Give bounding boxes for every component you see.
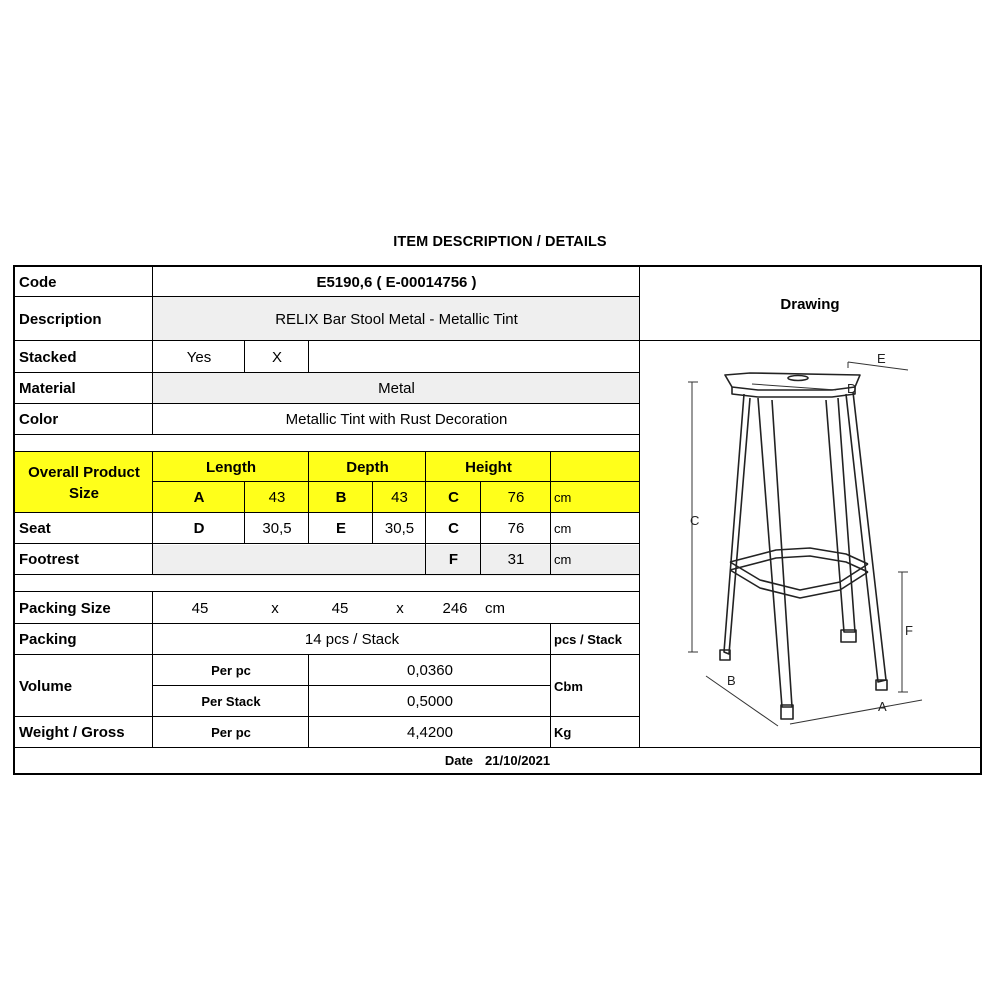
gridline	[15, 296, 640, 297]
overall-a-label: A	[193, 489, 205, 506]
overall-size-label: Overall Product Size	[28, 463, 140, 502]
volume-unit: Cbm	[554, 678, 583, 694]
drawing-label-e: E	[877, 351, 886, 366]
packing-unit: pcs / Stack	[554, 632, 622, 647]
seat-c-label: C	[448, 520, 459, 537]
gridline	[15, 623, 640, 624]
gridline	[15, 340, 980, 341]
volume-per-stack-value: 0,5000	[407, 693, 453, 710]
drawing-header: Drawing	[780, 296, 840, 313]
gridline	[15, 434, 640, 435]
volume-per-pc-value: 0,0360	[407, 662, 453, 679]
gridline	[372, 482, 373, 544]
length-header: Length	[206, 458, 256, 476]
stacked-label: Stacked	[19, 348, 77, 366]
weight-label: Weight / Gross	[19, 724, 125, 741]
gridline	[308, 452, 309, 544]
date-row	[15, 748, 980, 773]
date-label: Date	[444, 753, 474, 768]
packing-size-x2: x	[396, 599, 404, 617]
gridline	[15, 451, 640, 452]
weight-per-pc-label: Per pc	[211, 725, 251, 740]
overall-unit: cm	[554, 490, 572, 505]
gridline	[15, 543, 640, 544]
spec-sheet	[13, 265, 982, 775]
overall-c-label: C	[448, 489, 459, 506]
packing-size-height: 246	[442, 599, 468, 617]
seat-c-value: 76	[507, 520, 525, 537]
seat-e-label: E	[335, 520, 346, 537]
packing-size-label: Packing Size	[19, 599, 111, 617]
volume-label: Volume	[19, 677, 73, 695]
drawing-label-b: B	[727, 673, 736, 688]
code-label: Code	[19, 273, 57, 291]
overall-b-value: 43	[391, 489, 408, 506]
gridline	[15, 372, 640, 373]
gridline	[15, 747, 980, 748]
description-label: Description	[19, 310, 102, 328]
stacked-yes: Yes	[186, 348, 212, 366]
stacked-mark: X	[271, 348, 282, 366]
gridline	[308, 341, 309, 373]
gridline	[15, 574, 640, 575]
code-value: E5190,6 ( E-00014756 )	[316, 273, 477, 291]
seat-d-value: 30,5	[262, 520, 292, 537]
color-value: Metallic Tint with Rust Decoration	[285, 411, 508, 428]
footrest-unit: cm	[554, 552, 572, 567]
stool-outline	[720, 373, 887, 719]
description-value: RELIX Bar Stool Metal - Metallic Tint	[275, 310, 518, 328]
color-label: Color	[19, 411, 59, 428]
packing-size-x1: x	[271, 599, 279, 617]
overall-a-value: 43	[268, 489, 286, 506]
gridline	[308, 655, 309, 748]
height-header: Height	[465, 458, 512, 476]
gridline	[152, 452, 153, 575]
packing-size-length: 45	[191, 599, 209, 617]
gridline	[15, 716, 640, 717]
gridline	[153, 685, 551, 686]
date-value: 21/10/2021	[485, 753, 551, 768]
overall-b-label: B	[335, 489, 347, 506]
footrest-f-value: 31	[507, 551, 525, 568]
drawing-label-f: F	[905, 623, 913, 638]
stool-drawing	[640, 342, 982, 746]
dimension-lines	[688, 362, 922, 726]
gridline	[15, 591, 640, 592]
gridline	[15, 403, 640, 404]
material-value: Metal	[378, 380, 415, 397]
footrest-label: Footrest	[19, 551, 79, 568]
gridline	[152, 267, 153, 435]
overall-c-value: 76	[507, 489, 525, 506]
page-title: ITEM DESCRIPTION / DETAILS	[393, 234, 607, 250]
depth-header: Depth	[346, 458, 389, 476]
material-label: Material	[19, 380, 76, 397]
gridline	[152, 592, 153, 748]
drawing-label-d: D	[847, 381, 857, 396]
seat-label: Seat	[19, 520, 51, 537]
seat-unit: cm	[554, 521, 572, 536]
drawing-label-c: C	[690, 513, 700, 528]
weight-unit: Kg	[554, 725, 572, 740]
gridline	[480, 482, 481, 575]
gridline	[15, 512, 640, 513]
gridline	[425, 452, 426, 575]
seat-e-value: 30,5	[384, 520, 415, 537]
gridline	[550, 452, 551, 575]
footrest-f-label: F	[448, 551, 459, 568]
packing-size-unit: cm	[485, 599, 505, 617]
drawing-label-a: A	[878, 699, 887, 714]
volume-per-stack-label: Per Stack	[201, 694, 261, 709]
gridline	[550, 624, 551, 748]
packing-size-width: 45	[331, 599, 349, 617]
packing-value: 14 pcs / Stack	[304, 631, 400, 648]
volume-per-pc-label: Per pc	[211, 663, 251, 678]
packing-label: Packing	[19, 631, 77, 648]
gridline	[244, 482, 245, 544]
gridline	[244, 341, 245, 373]
gridline	[15, 654, 640, 655]
gridline	[153, 481, 640, 482]
weight-value: 4,4200	[407, 724, 453, 741]
seat-d-label: D	[193, 520, 205, 537]
